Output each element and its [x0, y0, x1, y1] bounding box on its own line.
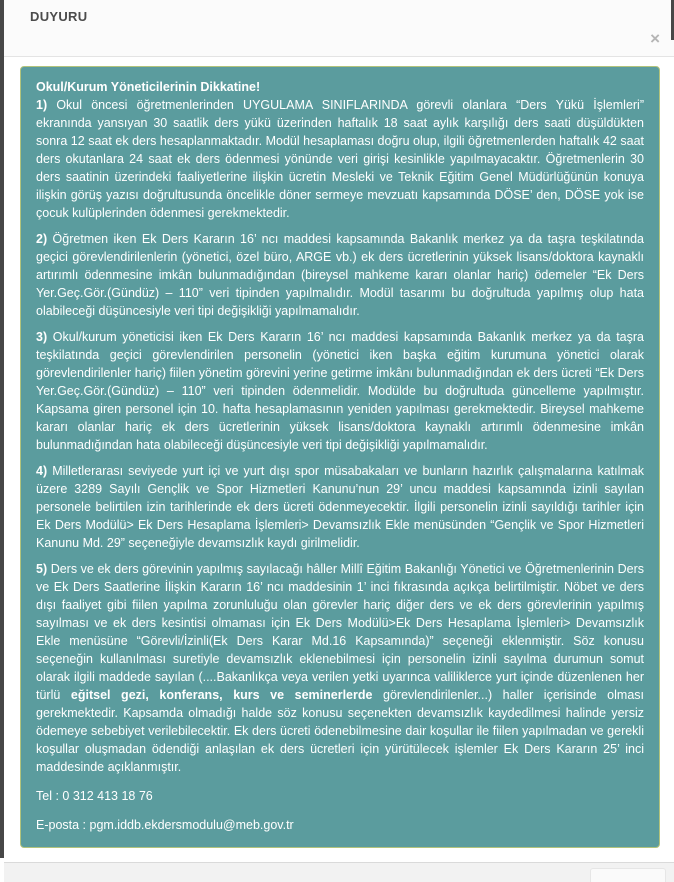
notice-paragraph: 4) Milletlerarası seviyede yurt içi ve yurt dışı spor müsabakaları ve bunların hazırlık çalışmalarına katılmak üzere 3289 Sayılı Gençlik ve Spor Hizmetleri Kanunu’nun 29’ uncu maddesi kapsamında izinli sayılan personele belirtilen izin tarihlerinde ek ders ücreti ödenmeyecektir. İlgili personelin izinli sayıldığı tarihler için Ek Ders Modülü> Ek Ders Hesaplama İşlemleri> Devamsızlık Ekle menüsünden “Gençlik ve Spor Hizmetleri Kanunu Md. 29” seçeneğiyle devamsızlık kaydı girilmelidir.	[36, 464, 644, 550]
dialog-body	[4, 57, 674, 848]
dialog-title: DUYURU	[30, 9, 88, 24]
notice-heading: Okul/Kurum Yöneticilerinin Dikkatine!	[36, 80, 261, 94]
dialog-header	[4, 0, 674, 57]
notice-paragraph: 5) Ders ve ek ders görevinin yapılmış sayılacağı hâller Millî Eğitim Bakanlığı Yönetici ve Öğretmenlerinin Ders ve Ek Ders Saatlerine İlişkin Kararın 16’ ncı maddesinin 1’ inci fıkrasında açıkça belirtilmiştir. Nöbet ve ders dışı faaliyet gibi fiilen yapılma zorunluluğu olan görevler hariç diğer ders ve ek ders görevlerinin yapılmış sayılması ve ek ders kesintisi olmaması için Ek Ders Modülü>Ek Ders Hesaplama İşlemleri> Devamsızlık Ekle menüsüne “Görevli/İzinli(Ek Ders Karar Md.16 Kapsamında)” seçeneği eklenmiştir. Söz konusu seçeneğin kullanılması suretiyle devamsızlık eklenebilmesi için personelin izinli sayılma durumun somut olarak ilgili maddede sayılan (....Bakanlıkça veya verilen yetki uyarınca valiliklerce yurt içinde düzenlenen her türlü eğitsel gezi, konferans, kurs ve seminerlerde görevlendirilenler...) haller içerisinde olması gerekmektedir. Kapsamda olmadığı halde söz konusu seçenekten devamsızlık kaydedilmesi halinde yersiz ödemeye sebebiyet verilebilecektir. Ek ders ücreti ödenebilmesine dair koşullar ile fiilen yapılmadan ve gerekli koşullar oluşmadan ödendiği anlaşılan ek ders ücretleri için yürütülecek işlemler Ek Ders Kararın 25’ inci maddesinde açıklanmıştır.	[36, 562, 644, 774]
notice-paragraph: 2) Öğretmen iken Ek Ders Kararın 16’ ncı maddesi kapsamında Bakanlık merkez ya da taşra teşkilatında geçici görevlendirilenlerin (yönetici, özel büro, ARGE vb.) ek ders ücretlerinin yüksek lisans/doktora kaynaklı artırımlı ödenmesine imkân bulunmadığından (bireysel mahkeme kararı olanlar hariç) ödemeler “Ek Ders Yer.Geç.Gör.(Gündüz) – 110” veri tipinden yapılmalıdır. Modül tasarımı bu doğrultuda yapılmış olup hata olabileceği düşüncesiyle veri tipi değişikliği yapılmamalıdır.	[36, 232, 644, 318]
announcement-dialog	[4, 0, 674, 882]
contact-tel: Tel : 0 312 413 18 76	[36, 789, 153, 803]
footer-button[interactable]	[590, 868, 666, 882]
notice-panel	[20, 66, 660, 848]
notice-paragraphs	[36, 96, 644, 776]
notice-paragraph: 1) Okul öncesi öğretmenlerinden UYGULAMA SINIFLARINDA görevli olanlara “Ders Yükü İşlemleri” ekranında yansıyan 30 saatlik ders yükü üzerinden haftalık 18 saat aylık karşılığı ders saati düşüldükten sonra 12 saat ek ders hesaplanmaktadır. Modül hesaplaması doğru olup, ilgili öğretmenlerden haftalık 42 saat ders okutanlara 24 saat ek ders ödenmesi yönünde veri girişi kesinlikle yapılmayacaktır. Öğretmenlerin 30 ders saatinin üzerindeki faaliyetlerine ilişkin ücretin Mesleki ve Teknik Eğitim Genel Müdürlüğünün konuya ilişkin görüş yazısı doğrultusunda öncelikle döner sermeye mevzuatı kapsamında DÖSE’ den, DÖSE yok ise çocuk kulüplerinden ödenmesi gerekmektedir.	[36, 98, 644, 220]
contact-email: E-posta : pgm.iddb.ekdersmodulu@meb.gov.tr	[36, 818, 294, 832]
dialog-footer	[4, 862, 674, 882]
notice-paragraph: 3) Okul/kurum yöneticisi iken Ek Ders Kararın 16’ ncı maddesi kapsamında Bakanlık merkez ya da taşra teşkilatında geçici görevlendirilen personelin (yönetici iken başka eğitim kurumuna yönetici olarak görevlendirilenler hariç) fiilen yönetim görevini yerine getirme imkânı bulunmadığından ek ders ücreti “Ek Ders Yer.Geç.Gör.(Gündüz) – 110” veri tipinden ödenmelidir. Modülde bu doğrultuda güncelleme yapılmıştır. Kapsama giren personel için 10. hafta hesaplamasının yeniden yapılması gerekmektedir. Bireysel mahkeme kararı olanlar hariç ek ders ücretlerinin yüksek lisans/doktora kaynaklı artırımlı ödenmesine imkân bulunmadığından hata olabileceği düşüncesiyle veri tipi değişikliği yapılmamalıdır.	[36, 330, 645, 452]
page-background-edge-left	[0, 0, 4, 858]
close-icon[interactable]: ×	[650, 29, 660, 48]
